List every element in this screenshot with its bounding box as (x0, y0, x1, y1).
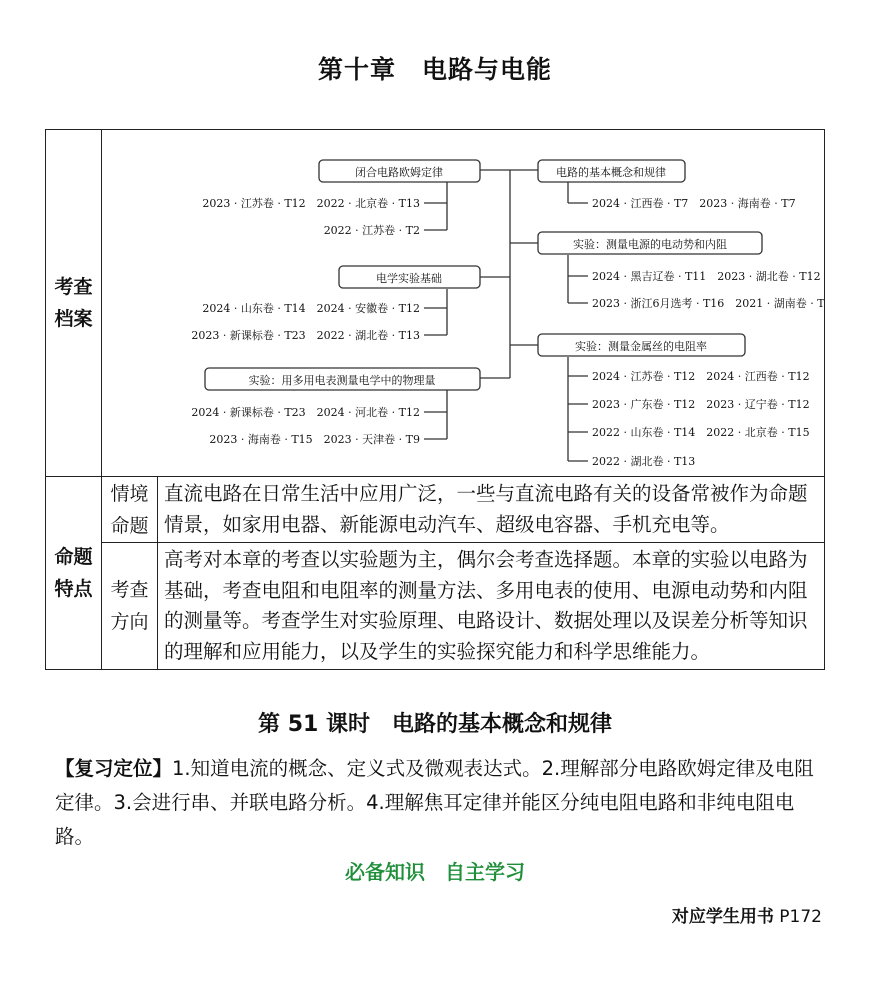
reference-page: P172 (779, 907, 822, 927)
mindmap-left-box: 电学实验基础 (376, 272, 442, 285)
mindmap-left-item: 2023 · 新课标卷 · T23 2022 · 湖北卷 · T13 (191, 329, 420, 342)
context-proposition-text: 直流电路在日常生活中应用广泛，一些与直流电路有关的设备常被作为命题情景，如家用电器、新能源电动汽车、超级电容器、手机充电等。 (158, 477, 825, 543)
mindmap-left-item: 2024 · 新课标卷 · T23 2024 · 河北卷 · T12 (191, 406, 420, 419)
mindmap-right-box: 实验：测量金属丝的电阻率 (575, 340, 707, 353)
mindmap-right-item: 2022 · 山东卷 · T14 2022 · 北京卷 · T15 (592, 426, 810, 439)
mindmap-left-box: 实验：用多用电表测量电学中的物理量 (248, 374, 436, 387)
mindmap-right-box: 电路的基本概念和规律 (556, 166, 666, 179)
mindmap-left-box: 闭合电路欧姆定律 (355, 166, 443, 179)
mindmap-right-item: 2022 · 湖北卷 · T13 (592, 455, 696, 468)
reference-label: 对应学生用书 (671, 907, 774, 927)
exam-archive-label: 考查档案 (46, 130, 102, 477)
mindmap-right-item: 2024 · 黑吉辽卷 · T11 2023 · 湖北卷 · T12 (592, 270, 821, 283)
exam-direction-label: 考查方向 (102, 543, 158, 670)
review-text: 1.知道电流的概念、定义式及微观表达式。2.理解部分电路欧姆定律及电阻定律。3.会进行串、并联电路分析。4.理解焦耳定律并能区分纯电阻电路和非纯电阻电路。 (55, 757, 814, 848)
knowledge-mindmap (102, 130, 825, 477)
mindmap-left-item: 2023 · 海南卷 · T15 2023 · 天津卷 · T9 (209, 433, 420, 446)
mindmap-left-item: 2024 · 山东卷 · T14 2024 · 安徽卷 · T12 (202, 302, 420, 315)
chapter-title: 第十章 电路与电能 (317, 55, 552, 84)
context-proposition-label: 情境命题 (102, 477, 158, 543)
mindmap-svg (102, 130, 824, 472)
mindmap-right-box: 实验：测量电源的电动势和内阻 (573, 238, 727, 251)
mindmap-right-item: 2024 · 江西卷 · T7 2023 · 海南卷 · T7 (592, 197, 796, 210)
mindmap-right-item: 2024 · 江苏卷 · T12 2024 · 江西卷 · T12 (592, 370, 810, 383)
mindmap-left-item: 2022 · 江苏卷 · T2 (323, 224, 420, 237)
review-positioning (55, 752, 825, 854)
mindmap-right-item: 2023 · 广东卷 · T12 2023 · 辽宁卷 · T12 (592, 398, 810, 411)
exam-direction-text: 高考对本章的考查以实验题为主，偶尔会考查选择题。本章的实验以电路为基础，考查电阻和电阻率的测量方法、多用电表的使用、电源电动势和内阻的测量等。考查学生对实验原理、电路设计、数据处理以及误差分析等知识的理解和应用能力，以及学生的实验探究能力和科学思维能力。 (158, 543, 825, 670)
proposition-features-label: 命题特点 (46, 477, 102, 670)
mindmap-right-item: 2023 · 浙江6月选考 · T16 2021 · 湖南卷 · T12 (592, 297, 824, 310)
student-book-reference (672, 902, 822, 927)
chapter-overview-table (45, 129, 825, 670)
section-title: 必备知识 自主学习 (345, 860, 525, 884)
lesson-title: 第 51 课时 电路的基本概念和规律 (258, 712, 612, 737)
mindmap-left-item: 2023 · 江苏卷 · T12 2022 · 北京卷 · T13 (202, 197, 420, 210)
review-tag: 【复习定位】 (55, 757, 173, 780)
